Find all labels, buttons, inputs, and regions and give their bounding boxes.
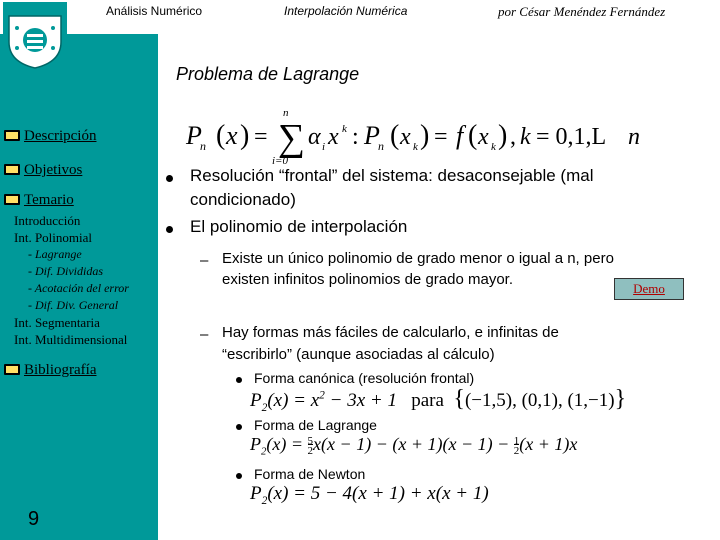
dash-unico: Existe un único polinomio de grado menor o igual a n, pero <box>222 250 614 267</box>
dash-formas: Hay formas más fáciles de calcularlo, e infinitas de <box>222 324 559 341</box>
slide-title: Problema de Lagrange <box>176 64 360 84</box>
svg-text:(: ( <box>468 120 478 151</box>
bullet-dot <box>236 473 242 479</box>
svg-text:x: x <box>226 121 238 150</box>
bullet-dot <box>166 226 173 233</box>
eq-lagrange: $P_2(x) = 5$ 2x(x − 1) − (x + 1)(x − 1) − 1 2(x + 1)x <box>250 434 578 458</box>
demo-button-label: Demo <box>633 281 665 296</box>
nav-acotacion[interactable]: - Acotación del error <box>28 281 129 295</box>
header-course: Análisis Numérico <box>106 4 203 18</box>
nav-temario[interactable] <box>4 192 74 209</box>
university-crest-logo <box>3 2 67 70</box>
dash-unico-cont: existen infinitos polinomios de grado mayor. <box>222 271 513 288</box>
folder-open-icon <box>4 194 20 205</box>
nav-int-segmentaria[interactable]: Int. Segmentaria <box>14 315 100 330</box>
svg-text:k: k <box>413 141 418 153</box>
bullet-resolucion: Resolución “frontal” del sistema: desaconsejable (mal <box>190 166 594 185</box>
dash-marker: – <box>200 252 209 269</box>
folder-icon <box>4 164 20 175</box>
svg-text:=: = <box>434 124 448 150</box>
bullet-resolucion-cont: condicionado) <box>190 190 296 209</box>
dash-formas-cont: “escribirlo” (aunque asociadas al cálculo) <box>222 346 495 363</box>
svg-text:x: x <box>400 124 411 150</box>
nav-lagrange[interactable]: - Lagrange <box>28 247 82 261</box>
svg-text:P: P <box>186 121 202 150</box>
folder-icon <box>4 130 20 141</box>
bullet-dot <box>166 175 173 182</box>
nav-dif-divididas[interactable]: - Dif. Divididas <box>28 264 103 278</box>
svg-text:i=0: i=0 <box>272 155 288 167</box>
svg-text:k: k <box>342 123 347 135</box>
nav-bibliografia-label: Bibliografía <box>24 362 97 378</box>
svg-text:k: k <box>520 124 531 150</box>
svg-text:x: x <box>478 124 489 150</box>
demo-button[interactable] <box>614 278 684 300</box>
nav-temario-label: Temario <box>24 192 74 208</box>
svg-text:=: = <box>254 124 268 150</box>
svg-text::: : <box>352 124 359 150</box>
nav-int-multidimensional[interactable]: Int. Multidimensional <box>14 332 128 347</box>
svg-text:∑: ∑ <box>278 117 306 159</box>
eq-canonica: $P_2(x) = x^2 - 3x + 1$ para {(−1,5), (0,1), (1,−1)} <box>250 386 627 414</box>
svg-text:f: f <box>456 121 464 150</box>
nav-objetivos-label: Objetivos <box>24 162 83 178</box>
svg-text:P: P <box>364 121 380 150</box>
svg-text:n: n <box>378 139 384 153</box>
nav-dif-div-general[interactable]: - Dif. Div. General <box>28 298 119 312</box>
svg-text:k: k <box>491 141 496 153</box>
svg-text:(: ( <box>390 120 400 151</box>
bullet-dot <box>236 424 242 430</box>
svg-text:α: α <box>308 124 321 150</box>
svg-text:n: n <box>628 124 640 150</box>
svg-text:): ) <box>498 120 508 151</box>
page-number: 9 <box>28 508 40 530</box>
svg-text:(: ( <box>216 120 226 151</box>
header-author: por César Menéndez Fernández <box>498 4 666 19</box>
dash-marker: – <box>200 326 209 343</box>
lagrange-equation <box>180 106 650 168</box>
sub-canonica: Forma canónica (resolución frontal) <box>254 370 475 386</box>
svg-text:): ) <box>240 120 250 151</box>
svg-text:n: n <box>200 139 206 153</box>
nav-bibliografia[interactable] <box>4 362 96 379</box>
nav-descripcion-label: Descripción <box>24 128 97 144</box>
eq-newton: $P_2(x) = 5 - 4(x + 1) + x(x + 1)$ <box>250 483 489 507</box>
sub-lagrange: Forma de Lagrange <box>254 417 377 433</box>
nav-objetivos[interactable] <box>4 162 82 179</box>
folder-icon <box>4 364 20 375</box>
nav-int-polinomial[interactable]: Int. Polinomial <box>14 230 92 245</box>
svg-text:,: , <box>510 124 516 150</box>
svg-text:= 0,1,L: = 0,1,L <box>536 124 607 150</box>
sub-newton: Forma de Newton <box>254 466 366 482</box>
svg-text:n: n <box>283 107 289 119</box>
header-topic: Interpolación Numérica <box>284 4 408 18</box>
bullet-polinomio: El polinomio de interpolación <box>190 217 408 236</box>
svg-text:i: i <box>322 141 326 153</box>
svg-text:): ) <box>420 120 430 151</box>
nav-introduccion[interactable]: Introducción <box>14 213 81 228</box>
bullet-dot <box>236 377 242 383</box>
nav-descripcion[interactable] <box>4 128 96 145</box>
svg-text:x: x <box>328 124 339 150</box>
